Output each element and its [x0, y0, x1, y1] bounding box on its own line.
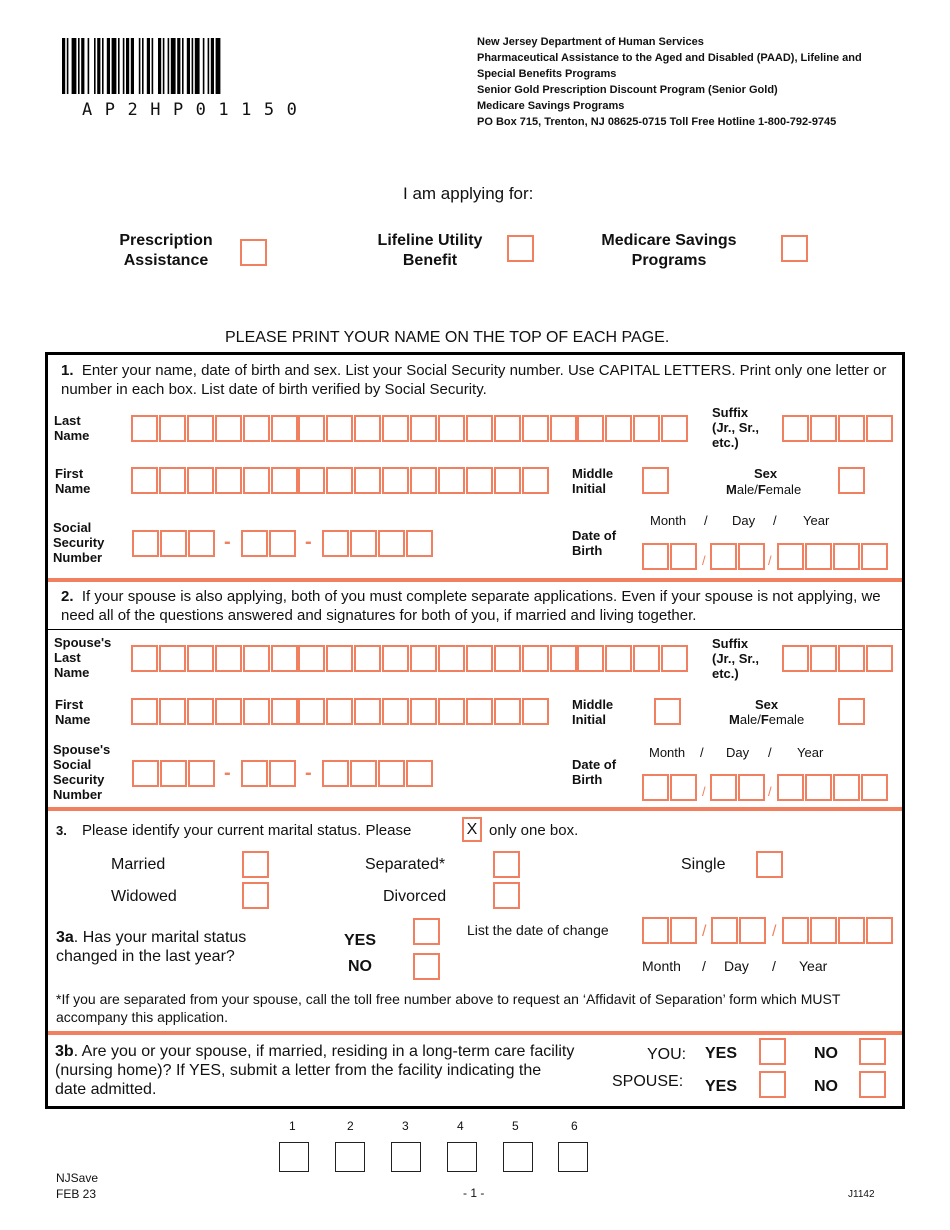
- first-name-box[interactable]: [271, 467, 298, 494]
- dob-year-box[interactable]: [833, 543, 860, 570]
- last-name-box[interactable]: [243, 415, 270, 442]
- spouse-dob-label: Date of Birth: [572, 757, 617, 787]
- dob-day-header: Day: [732, 513, 756, 528]
- footer-box-2: [335, 1142, 365, 1172]
- ssn-group-box[interactable]: [269, 530, 296, 557]
- change-day-label: Day: [724, 958, 749, 974]
- change-year-box[interactable]: [866, 917, 893, 944]
- spouse-suffix-box[interactable]: [782, 645, 809, 672]
- spouse-ssn-serial-box[interactable]: [378, 760, 405, 787]
- ssn-area-box[interactable]: [188, 530, 215, 557]
- q3b-you-yes-label: YES: [705, 1045, 738, 1062]
- spouse-first-name-label: First Name: [55, 697, 91, 727]
- spouse-dob-year-box[interactable]: [833, 774, 860, 801]
- spouse-dob-year-box[interactable]: [777, 774, 804, 801]
- spouse-sex-box[interactable]: [838, 698, 865, 725]
- agency-line-3: Special Benefits Programs: [477, 68, 617, 80]
- last-name-box[interactable]: [605, 415, 632, 442]
- status-divorced-label: Divorced: [383, 888, 447, 905]
- dob-slash-header: /: [773, 513, 777, 528]
- spouse-last-name-box[interactable]: [410, 645, 437, 672]
- q3b-spouse-no-label: NO: [814, 1078, 838, 1095]
- section3-prompt-after: only one box.: [489, 822, 579, 839]
- spouse-first-name-box[interactable]: [271, 698, 298, 725]
- first-name-box[interactable]: [298, 467, 325, 494]
- q3b-you-no-checkbox[interactable]: [859, 1038, 886, 1065]
- ssn-label: Social Security Number: [53, 520, 105, 565]
- first-name-box[interactable]: [466, 467, 493, 494]
- middle-initial-label: Middle Initial: [572, 466, 614, 496]
- spouse-last-name-box[interactable]: [605, 645, 632, 672]
- status-single-label: Single: [681, 856, 726, 873]
- dob-month-box[interactable]: [642, 543, 669, 570]
- dob-year-box[interactable]: [861, 543, 888, 570]
- suffix-label: Suffix (Jr., Sr., etc.): [712, 405, 759, 450]
- dob-day-box[interactable]: [738, 543, 765, 570]
- spouse-last-name-box[interactable]: [494, 645, 521, 672]
- spouse-ssn-dash: -: [224, 762, 231, 784]
- spouse-dob-month-box[interactable]: [670, 774, 697, 801]
- change-year-box[interactable]: [782, 917, 809, 944]
- change-day-box[interactable]: [711, 917, 738, 944]
- spouse-first-name-box[interactable]: [410, 698, 437, 725]
- q3b-spouse-no-checkbox[interactable]: [859, 1071, 886, 1098]
- spouse-last-name-box[interactable]: [326, 645, 353, 672]
- spouse-ssn-area-box[interactable]: [132, 760, 159, 787]
- change-slash-label: /: [772, 958, 776, 974]
- suffix-box[interactable]: [866, 415, 893, 442]
- status-widowed-label: Widowed: [111, 888, 177, 905]
- change-date-slash: /: [772, 923, 777, 940]
- separation-footnote: *If you are separated from your spouse, call the toll free number above to request an ‘Affidavit of Separation’ form which MUST accompany this application.: [56, 991, 841, 1025]
- spouse-suffix-box[interactable]: [838, 645, 865, 672]
- last-name-box[interactable]: [577, 415, 604, 442]
- q3a-yes-checkbox[interactable]: [413, 918, 440, 945]
- suffix-box[interactable]: [838, 415, 865, 442]
- status-married-checkbox[interactable]: [242, 851, 269, 878]
- footer-box-3: [391, 1142, 421, 1172]
- first-name-box[interactable]: [438, 467, 465, 494]
- section3-number: 3.: [56, 823, 67, 838]
- spouse-first-name-box[interactable]: [438, 698, 465, 725]
- marital-x-example: X: [462, 817, 482, 842]
- change-day-box[interactable]: [739, 917, 766, 944]
- spouse-first-name-box[interactable]: [326, 698, 353, 725]
- spouse-last-name-box[interactable]: [466, 645, 493, 672]
- first-name-box[interactable]: [494, 467, 521, 494]
- spouse-last-name-box[interactable]: [215, 645, 242, 672]
- change-year-box[interactable]: [810, 917, 837, 944]
- spouse-last-name-box[interactable]: [187, 645, 214, 672]
- option-lifeline-checkbox[interactable]: [507, 235, 534, 262]
- section-divider: [48, 807, 902, 811]
- spouse-sex-options: Male/Female: [729, 712, 805, 727]
- option-medicare-label: Medicare Savings Programs: [601, 232, 737, 269]
- section1-instructions: 1. Enter your name, date of birth and sex. List your Social Security number. Use CAPITAL LETTERS. Print only one letter or number in each box. List date of birth verified by Social Security.: [61, 362, 887, 398]
- spouse-last-name-box[interactable]: [661, 645, 688, 672]
- spouse-ssn-group-box[interactable]: [241, 760, 268, 787]
- change-year-box[interactable]: [838, 917, 865, 944]
- spouse-dob-day-box[interactable]: [738, 774, 765, 801]
- footer-number: 3: [402, 1119, 409, 1133]
- spouse-dob-year-header: Year: [797, 745, 824, 760]
- suffix-box[interactable]: [810, 415, 837, 442]
- spouse-first-name-box[interactable]: [215, 698, 242, 725]
- first-name-box[interactable]: [326, 467, 353, 494]
- spouse-first-name-box[interactable]: [522, 698, 549, 725]
- page-number: - 1 -: [463, 1186, 485, 1200]
- form-date: FEB 23: [56, 1187, 97, 1201]
- section-divider: [48, 578, 902, 582]
- spouse-last-name-box[interactable]: [354, 645, 381, 672]
- section3-prompt: Please identify your current marital status. Please: [82, 822, 412, 839]
- spouse-ssn-serial-box[interactable]: [406, 760, 433, 787]
- first-name-label: First Name: [55, 466, 91, 496]
- spouse-middle-initial-box[interactable]: [654, 698, 681, 725]
- status-single-checkbox[interactable]: [756, 851, 783, 878]
- last-name-box[interactable]: [466, 415, 493, 442]
- ssn-serial-box[interactable]: [322, 530, 349, 557]
- form-name: NJSave: [56, 1171, 99, 1185]
- dob-year-box[interactable]: [805, 543, 832, 570]
- q3b-spouse-yes-checkbox[interactable]: [759, 1071, 786, 1098]
- last-name-box[interactable]: [661, 415, 688, 442]
- dob-label: Date of Birth: [572, 528, 617, 558]
- last-name-box[interactable]: [326, 415, 353, 442]
- spouse-first-name-box[interactable]: [159, 698, 186, 725]
- spouse-suffix-box[interactable]: [866, 645, 893, 672]
- spouse-last-name-box[interactable]: [271, 645, 298, 672]
- spouse-first-name-box[interactable]: [131, 698, 158, 725]
- agency-line-1: New Jersey Department of Human Services: [477, 36, 704, 48]
- option-prescription-checkbox[interactable]: [240, 239, 267, 266]
- ssn-serial-box[interactable]: [350, 530, 377, 557]
- spouse-first-name-box[interactable]: [382, 698, 409, 725]
- spouse-middle-initial-label: Middle Initial: [572, 697, 614, 727]
- change-year-label: Year: [799, 958, 828, 974]
- ssn-serial-box[interactable]: [406, 530, 433, 557]
- last-name-box[interactable]: [382, 415, 409, 442]
- q3a-yes-label: YES: [344, 932, 377, 949]
- spouse-dob-month-box[interactable]: [642, 774, 669, 801]
- spouse-ssn-dash: -: [305, 762, 312, 784]
- last-name-box[interactable]: [159, 415, 186, 442]
- last-name-box[interactable]: [271, 415, 298, 442]
- sex-label: Sex: [754, 466, 778, 481]
- q3b-question: 3b. Are you or your spouse, if married, residing in a long-term care facility (nursing home)? If YES, submit a letter from the facility indicating the date admitted.: [55, 1043, 575, 1098]
- footer-box-6: [558, 1142, 588, 1172]
- spouse-ssn-serial-box[interactable]: [322, 760, 349, 787]
- ssn-dash: -: [224, 531, 231, 553]
- spouse-dob-slash: /: [768, 784, 772, 799]
- spouse-dob-year-box[interactable]: [861, 774, 888, 801]
- spouse-last-name-box[interactable]: [131, 645, 158, 672]
- footer-box-5: [503, 1142, 533, 1172]
- option-prescription-label: Prescription Assistance: [119, 232, 213, 269]
- date-change-label: List the date of change: [467, 922, 609, 938]
- first-name-box[interactable]: [410, 467, 437, 494]
- spouse-last-name-box[interactable]: [159, 645, 186, 672]
- footer-box-1: [279, 1142, 309, 1172]
- spouse-dob-month-header: Month: [649, 745, 686, 760]
- spouse-first-name-box[interactable]: [187, 698, 214, 725]
- dob-day-box[interactable]: [710, 543, 737, 570]
- spouse-last-name-box[interactable]: [550, 645, 577, 672]
- barcode-text: AP2HP01150: [82, 100, 310, 120]
- dob-month-header: Month: [650, 513, 687, 528]
- last-name-box[interactable]: [633, 415, 660, 442]
- q3b-you-label: YOU:: [647, 1046, 687, 1063]
- form-code: J1142: [848, 1189, 875, 1200]
- print-notice: PLEASE PRINT YOUR NAME ON THE TOP OF EACH PAGE.: [225, 329, 670, 346]
- change-month-box[interactable]: [670, 917, 697, 944]
- option-medicare-checkbox[interactable]: [781, 235, 808, 262]
- dob-year-box[interactable]: [777, 543, 804, 570]
- dob-year-header: Year: [803, 513, 830, 528]
- last-name-box[interactable]: [550, 415, 577, 442]
- middle-initial-box[interactable]: [642, 467, 669, 494]
- change-date-slash: /: [702, 923, 707, 940]
- spouse-dob-slash: /: [702, 784, 706, 799]
- q3a-question: 3a. Has your marital status changed in the last year?: [56, 929, 247, 965]
- applying-title: I am applying for:: [403, 184, 534, 203]
- footer-number: 4: [457, 1119, 464, 1133]
- ssn-serial-box[interactable]: [378, 530, 405, 557]
- q3b-spouse-yes-label: YES: [705, 1078, 738, 1095]
- section2-instructions: 2. If your spouse is also applying, both of you must complete separate applications. Even if your spouse is not applying, we need all of the questions answered and signatures for both of you, if married and living together.: [61, 588, 881, 624]
- last-name-box[interactable]: [354, 415, 381, 442]
- spouse-first-name-box[interactable]: [298, 698, 325, 725]
- sex-options: Male/Female: [726, 482, 802, 497]
- q3a-no-label: NO: [348, 958, 372, 975]
- change-month-label: Month: [642, 958, 681, 974]
- ssn-area-box[interactable]: [132, 530, 159, 557]
- agency-line-4: Senior Gold Prescription Discount Program (Senior Gold): [477, 84, 778, 96]
- dob-month-box[interactable]: [670, 543, 697, 570]
- spouse-sex-label: Sex: [755, 697, 779, 712]
- spouse-last-name-box[interactable]: [298, 645, 325, 672]
- last-name-box[interactable]: [410, 415, 437, 442]
- first-name-box[interactable]: [187, 467, 214, 494]
- last-name-box[interactable]: [522, 415, 549, 442]
- spouse-last-name-box[interactable]: [633, 645, 660, 672]
- spouse-last-name-box[interactable]: [243, 645, 270, 672]
- agency-line-5: Medicare Savings Programs: [477, 100, 625, 112]
- spouse-first-name-box[interactable]: [243, 698, 270, 725]
- last-name-label: Last Name: [54, 413, 90, 443]
- footer-box-4: [447, 1142, 477, 1172]
- dob-slash: /: [768, 553, 772, 568]
- q3b-spouse-label: SPOUSE:: [612, 1073, 684, 1090]
- first-name-box[interactable]: [131, 467, 158, 494]
- spouse-ssn-area-box[interactable]: [160, 760, 187, 787]
- ssn-group-box[interactable]: [241, 530, 268, 557]
- spouse-last-name-label: Spouse's Last Name: [54, 635, 112, 680]
- spouse-dob-year-box[interactable]: [805, 774, 832, 801]
- first-name-box[interactable]: [354, 467, 381, 494]
- agency-line-2: Pharmaceutical Assistance to the Aged and Disabled (PAAD), Lifeline and: [477, 52, 862, 64]
- footer-number: 5: [512, 1119, 519, 1133]
- q3b-you-yes-checkbox[interactable]: [759, 1038, 786, 1065]
- first-name-box[interactable]: [382, 467, 409, 494]
- status-separated-label: Separated*: [365, 856, 446, 873]
- first-name-box[interactable]: [159, 467, 186, 494]
- spouse-first-name-box[interactable]: [466, 698, 493, 725]
- footer-number: 2: [347, 1119, 354, 1133]
- footer-number: 1: [289, 1119, 296, 1133]
- suffix-box[interactable]: [782, 415, 809, 442]
- last-name-box[interactable]: [298, 415, 325, 442]
- footer-number: 6: [571, 1119, 578, 1133]
- spouse-ssn-area-box[interactable]: [188, 760, 215, 787]
- last-name-box[interactable]: [131, 415, 158, 442]
- spouse-suffix-box[interactable]: [810, 645, 837, 672]
- section-divider: [48, 1031, 902, 1035]
- last-name-box[interactable]: [187, 415, 214, 442]
- status-divorced-checkbox[interactable]: [493, 882, 520, 909]
- status-widowed-checkbox[interactable]: [242, 882, 269, 909]
- spouse-first-name-box[interactable]: [354, 698, 381, 725]
- dob-slash-header: /: [704, 513, 708, 528]
- spouse-first-name-box[interactable]: [494, 698, 521, 725]
- spouse-last-name-box[interactable]: [577, 645, 604, 672]
- change-month-box[interactable]: [642, 917, 669, 944]
- last-name-box[interactable]: [215, 415, 242, 442]
- agency-line-6: PO Box 715, Trenton, NJ 08625-0715 Toll Free Hotline 1-800-792-9745: [477, 116, 837, 128]
- spouse-dob-day-header: Day: [726, 745, 750, 760]
- spouse-ssn-group-box[interactable]: [269, 760, 296, 787]
- spouse-last-name-box[interactable]: [438, 645, 465, 672]
- change-slash-label: /: [702, 958, 706, 974]
- last-name-box[interactable]: [438, 415, 465, 442]
- spouse-ssn-label: Spouse's Social Security Number: [53, 742, 111, 802]
- ssn-area-box[interactable]: [160, 530, 187, 557]
- first-name-box[interactable]: [215, 467, 242, 494]
- status-separated-checkbox[interactable]: [493, 851, 520, 878]
- dob-slash: /: [702, 553, 706, 568]
- spouse-dob-slash-header: /: [768, 745, 772, 760]
- last-name-box[interactable]: [494, 415, 521, 442]
- section2-rule: [48, 629, 902, 630]
- spouse-last-name-box[interactable]: [522, 645, 549, 672]
- q3a-no-checkbox[interactable]: [413, 953, 440, 980]
- spouse-dob-day-box[interactable]: [710, 774, 737, 801]
- sex-box[interactable]: [838, 467, 865, 494]
- option-lifeline-label: Lifeline Utility Benefit: [377, 232, 483, 269]
- spouse-last-name-box[interactable]: [382, 645, 409, 672]
- spouse-dob-slash-header: /: [700, 745, 704, 760]
- ssn-dash: -: [305, 531, 312, 553]
- barcode: [62, 38, 282, 96]
- spouse-ssn-serial-box[interactable]: [350, 760, 377, 787]
- q3b-you-no-label: NO: [814, 1045, 838, 1062]
- first-name-box[interactable]: [243, 467, 270, 494]
- status-married-label: Married: [111, 856, 166, 873]
- spouse-suffix-label: Suffix (Jr., Sr., etc.): [712, 636, 759, 681]
- first-name-box[interactable]: [522, 467, 549, 494]
